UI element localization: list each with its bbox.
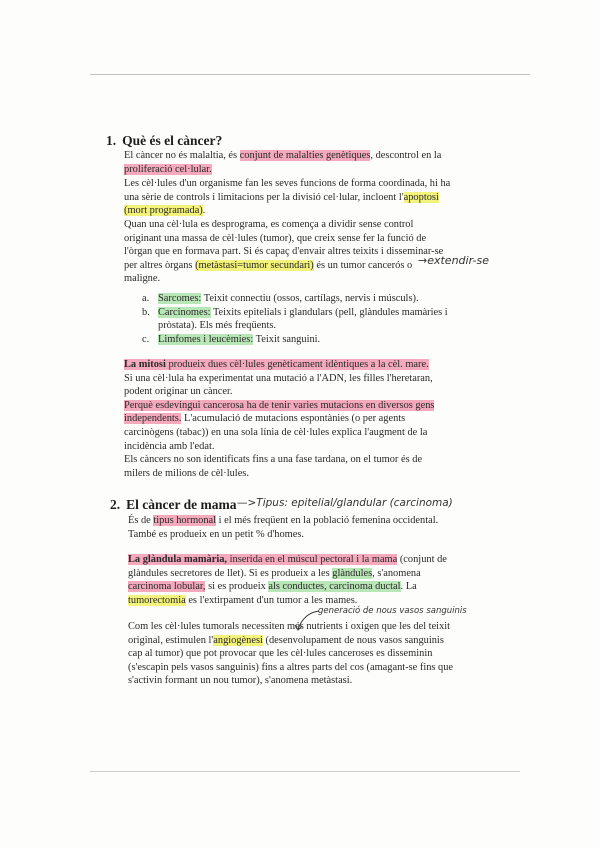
text: , s'anomena [372, 567, 421, 579]
text: i el més freqüent en la població femenina occidental. [216, 515, 439, 526]
section-2-heading [110, 497, 236, 513]
text: , descontrol en la [370, 150, 442, 161]
text-line: incidència amb l'edat. [124, 440, 215, 452]
text-line: cap al tumor) que pot provocar que les cèl·lules canceroses es disseminin [128, 648, 433, 660]
text-line: (s'escapin pels vasos sanguinis) fins a altres parts del cos (amagant-se fins que [128, 661, 454, 673]
highlight-yellow: tumorectomia [128, 594, 186, 606]
highlight-pink: independents. [124, 413, 182, 425]
s2-paragraph-2 [128, 553, 447, 607]
s1-paragraph-3 [124, 218, 443, 286]
text-line: Si una cèl·lula ha experimentat una mutació a l'ADN, les filles l'heretaran, [124, 372, 433, 384]
s1-paragraph-2 [124, 177, 450, 218]
text-line: Les cèl·lules d'un organisme fan les seves funcions de forma coordinada, hi ha [124, 178, 451, 189]
text: pròstata). Els més freqüents. [158, 320, 277, 332]
highlight-yellow: angiogènesi [213, 634, 263, 646]
list-marker: c. [142, 333, 150, 345]
text-line: carcinògens (tabac)) en una sola línia de cèl·lules explica l'augment de la [124, 426, 428, 438]
text: (conjunt de [397, 554, 447, 565]
highlight-pink: La glàndula mamària, [128, 554, 228, 565]
text: (desenvolupament de nous vasos sanguinis [262, 634, 444, 646]
text-line: milers de milions de cèl·lules. [124, 467, 249, 479]
highlight-pink: produeix dues cèl·lules genèticament idèntiques a la cèl. mare. [165, 359, 429, 370]
highlight-green: als conductes, carcinoma ductal [268, 581, 401, 593]
top-divider [90, 74, 530, 75]
handwritten-note-extendir [418, 254, 489, 267]
text: si es produeix [205, 581, 269, 593]
text: És de [128, 515, 154, 526]
text: . La [400, 581, 417, 593]
highlight-yellow: (metàstasi=tumor secundari) [195, 259, 314, 271]
list-item [142, 333, 448, 347]
text: és un tumor cancerós o [313, 259, 413, 271]
highlight-pink: inserida en el múscul pectoral i la mama [227, 554, 398, 565]
s2-paragraph-1 [128, 514, 438, 541]
text: Teixit sanguini. [253, 333, 321, 345]
text-line: maligne. [124, 273, 161, 285]
highlight-pink: proliferació cel·lular. [124, 163, 212, 175]
list-marker: a. [142, 293, 150, 304]
text-line: Els càncers no son identificats fins a una fase tardana, on el tumor és de [124, 454, 423, 466]
text: . [202, 205, 206, 217]
highlight-green: Limfomes i leucèmies: [158, 333, 254, 345]
text: El càncer no és malaltia, és [124, 150, 240, 161]
text-line: Quan una cèl·lula es desprograma, es comença a dividir sense control [124, 219, 414, 230]
list-item [142, 306, 448, 333]
text-line: s'activin formant un nou tumor), s'anomena metàstasi. [128, 675, 353, 687]
text-line: originant una massa de cèl·lules (tumor), que creix sense fer la funció de [124, 232, 427, 244]
highlight-pink: conjunt de malalties genètiques [239, 150, 371, 161]
bottom-divider [90, 771, 520, 772]
highlight-pink: carcinoma lobular, [128, 581, 206, 593]
text-line: També es produeix en un petit % d'homes. [128, 528, 305, 540]
section-2-number: 2. [110, 497, 121, 512]
text-line: podent originar un càncer. [124, 386, 233, 398]
text: per altres òrgans [124, 259, 196, 271]
note-text: extendir-se [427, 254, 489, 267]
section-1-title: Què és el càncer? [122, 133, 223, 148]
text: L'acumulació de mutacions espontànies (o per agents [181, 413, 406, 425]
text: glàndules secretores de llet). Si es produeix a les [128, 567, 333, 579]
handwritten-note-generacio: generació de nous vasos sanguinis [318, 606, 467, 616]
text-line: Com les cèl·lules tumorals necessiten més nutrients i oxigen que les del teixit [128, 621, 451, 632]
section-1-heading [106, 133, 222, 149]
highlight-green: Sarcomes: [158, 293, 202, 304]
handwritten-note-tipus: —>Tipus: epitelial/glandular (carcinoma) [237, 497, 453, 509]
text: una sèrie de controls i limitacions per la divisió cel·lular, incloent l' [124, 191, 404, 203]
highlight-pink: tipus hormonal [153, 515, 217, 526]
text: es l'extirpament d'un tumor a les mames. [185, 594, 358, 606]
note-arrow-icon: → [418, 254, 428, 267]
highlight-yellow: (mort programada) [124, 205, 203, 217]
highlight-green: glàndules [332, 567, 373, 579]
highlight-pink: Perquè esdevingui cancerosa ha de tenir varies mutacions en diversos gens [124, 399, 435, 411]
s1-paragraph-1 [124, 149, 441, 176]
s1-paragraph-4 [124, 358, 434, 480]
section-1-number: 1. [106, 133, 117, 148]
text: original, estimulen l' [128, 634, 214, 646]
text: Teixits epitelials i glandulars (pell, glàndules mamàries i [210, 306, 448, 318]
section-2-title: El càncer de mama [126, 497, 237, 512]
cancer-types-list [142, 292, 448, 346]
s2-paragraph-3 [128, 620, 453, 688]
highlight-pink: La mitosi [124, 359, 166, 370]
highlight-yellow: apoptosi [403, 191, 439, 203]
text-line: l'òrgan que en formava part. Si és capaç d'envair altres teixits i disseminar-se [124, 246, 444, 258]
list-marker: b. [142, 306, 150, 318]
text: Teixit connectiu (ossos, cartílags, nervis i músculs). [201, 293, 419, 304]
highlight-green: Carcinomes: [158, 306, 211, 318]
list-item [142, 292, 448, 306]
